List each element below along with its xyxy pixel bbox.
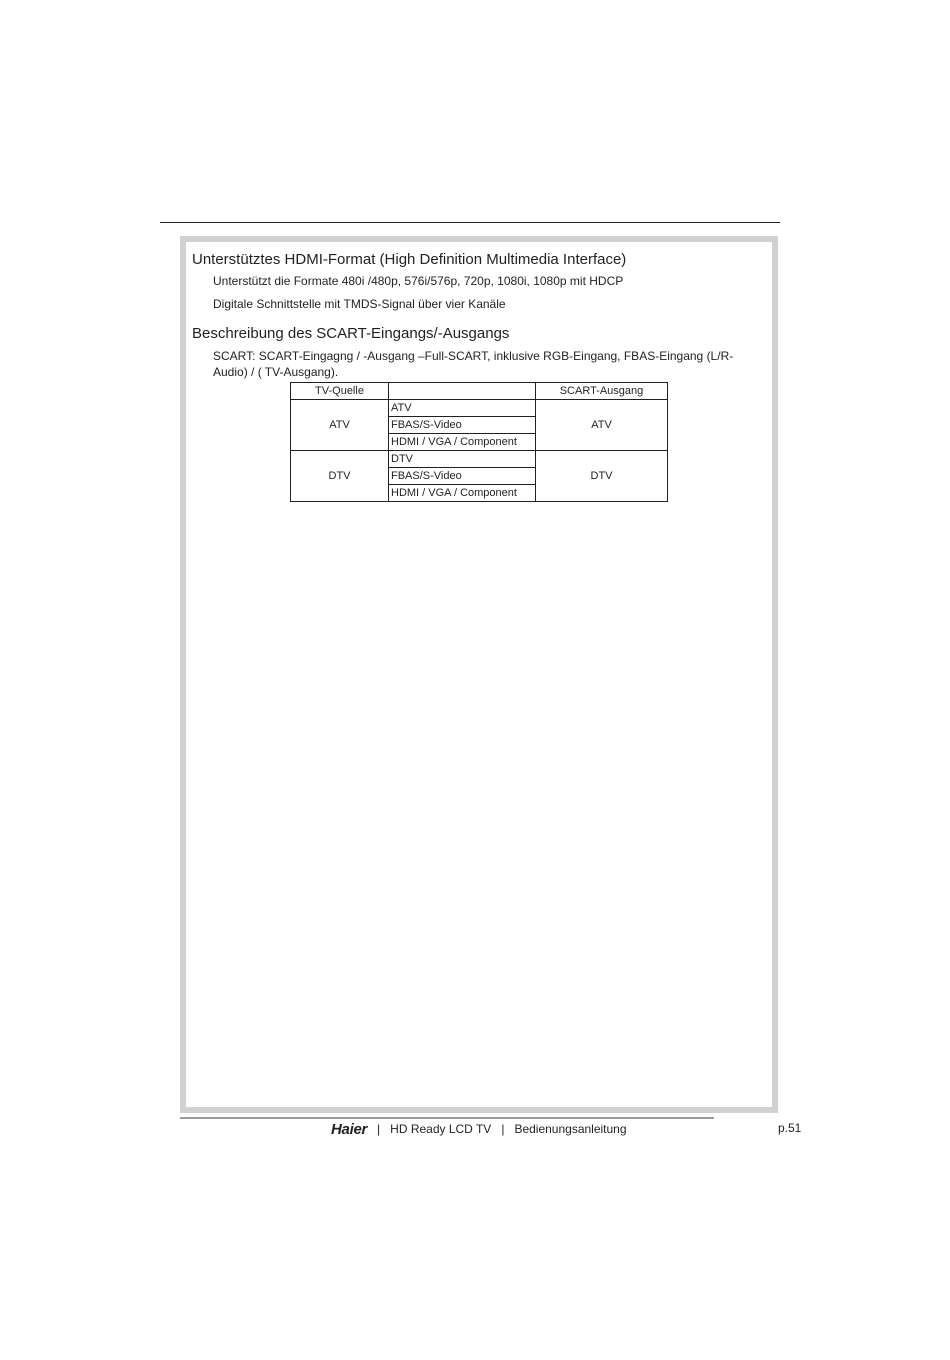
- input-cell: ATV: [389, 400, 536, 417]
- hdmi-heading: Unterstütztes HDMI-Format (High Definition Multimedia Interface): [192, 251, 627, 268]
- table-row: [291, 400, 668, 417]
- scart-desc-line1: SCART: SCART-Eingagng / -Ausgang –Full-SCART, inklusive RGB-Eingang, FBAS-Eingang (L/R-: [213, 349, 734, 363]
- footer-product: HD Ready LCD TV: [390, 1122, 492, 1136]
- footer-separator: |: [501, 1122, 505, 1136]
- page-number: p.51: [778, 1121, 802, 1135]
- input-cell: FBAS/S-Video: [389, 468, 536, 485]
- footer-doc-title: Bedienungsanleitung: [514, 1122, 627, 1136]
- footer-separator: |: [377, 1122, 381, 1136]
- input-cell: DTV: [389, 451, 536, 468]
- hdmi-formats-text: Unterstützt die Formate 480i /480p, 576i/576p, 720p, 1080i, 1080p mit HDCP: [213, 274, 624, 288]
- output-cell: ATV: [536, 400, 668, 451]
- input-cell: HDMI / VGA / Component: [389, 434, 536, 451]
- input-cell: FBAS/S-Video: [389, 417, 536, 434]
- header-scart-output: SCART-Ausgang: [536, 383, 668, 400]
- scart-desc-line2: Audio) / ( TV-Ausgang).: [213, 365, 339, 379]
- scart-table: [290, 382, 668, 502]
- table-header-row: [291, 383, 668, 400]
- top-rule: [160, 222, 780, 223]
- source-cell: DTV: [291, 451, 389, 502]
- bottom-rule: [180, 1117, 714, 1119]
- header-input: [389, 383, 536, 400]
- brand-logo: Haier: [331, 1120, 368, 1138]
- source-cell: ATV: [291, 400, 389, 451]
- input-cell: HDMI / VGA / Component: [389, 485, 536, 502]
- footer: [331, 1120, 637, 1138]
- table-row: [291, 451, 668, 468]
- scart-heading: Beschreibung des SCART-Eingangs/-Ausgangs: [192, 325, 510, 342]
- output-cell: DTV: [536, 451, 668, 502]
- header-tv-source: TV-Quelle: [291, 383, 389, 400]
- hdmi-interface-text: Digitale Schnittstelle mit TMDS-Signal über vier Kanäle: [213, 297, 506, 311]
- content-frame: [180, 236, 778, 1113]
